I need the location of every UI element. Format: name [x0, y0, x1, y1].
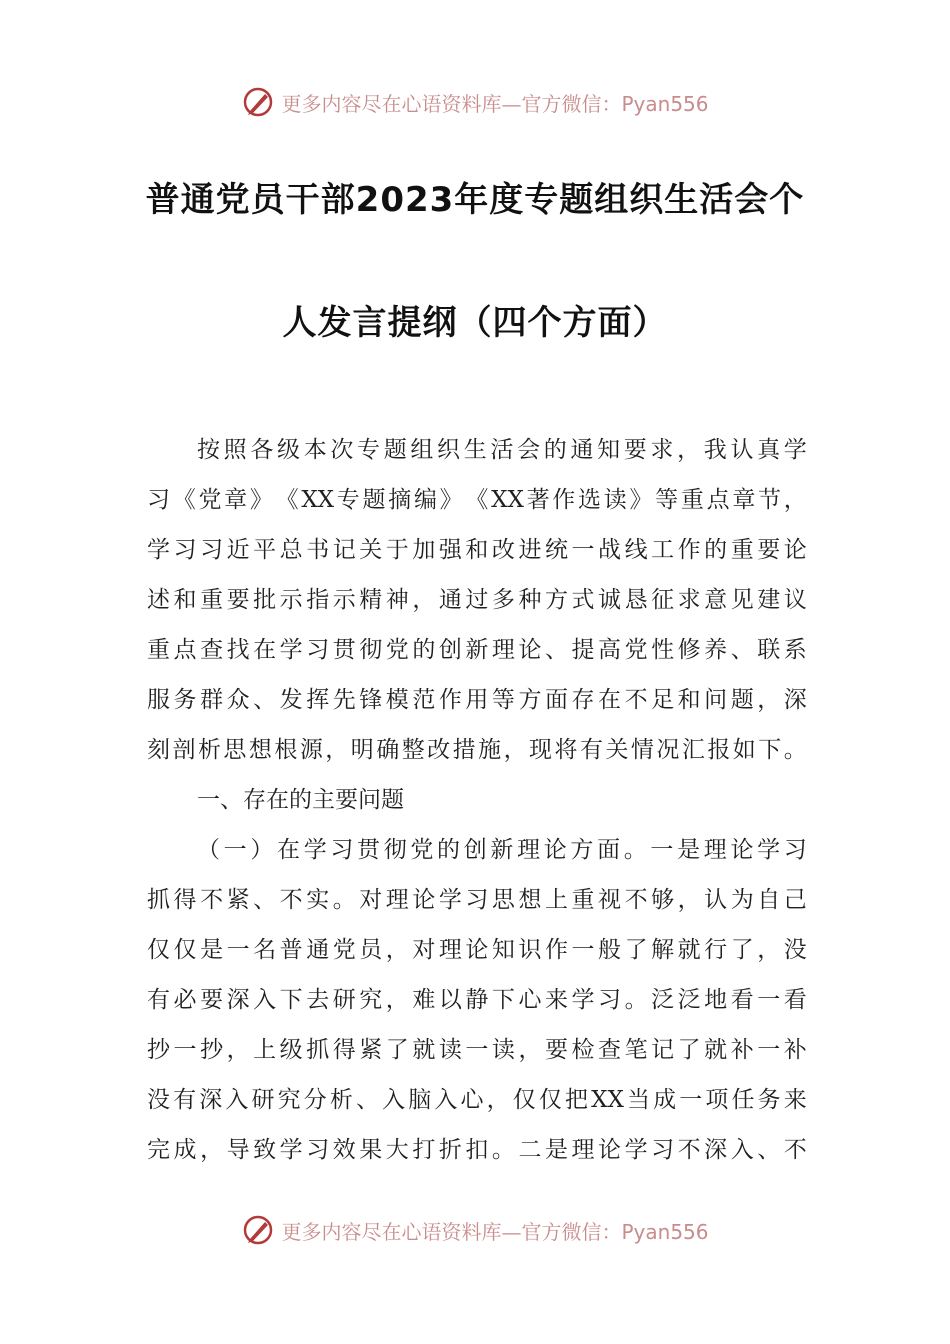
section-heading: 一、存在的主要问题 [197, 787, 404, 813]
header-watermark [0, 80, 950, 124]
wechat-id: Pyan556 [621, 91, 709, 116]
body-text-line: 按 照 各 级 本 次 专 题 组 织 生 活 会 的 通 知 要 求 ， 我 认 真 学 [197, 437, 807, 463]
body-text-line: 述 和 重 要 批 示 指 示 精 神 ， 通 过 多 种 方 式 诚 恳 征 求 意 见 建 议 [147, 587, 807, 613]
body-text-line: 抓 得 不 紧 、 不 实 。 对 理 论 学 习 思 想 上 重 视 不 够 ， 认 为 自 己 [147, 887, 807, 913]
body-text-line: 抄 一 抄 ， 上 级 抓 得 紧 了 就 读 一 读 ， 要 检 查 笔 记 了 就 补 一 补 [147, 1037, 807, 1063]
body-text-line: 学 习 习 近 平 总 书 记 关 于 加 强 和 改 进 统 一 战 线 工 作 的 重 要 论 [147, 537, 807, 563]
pen-logo-icon [241, 1213, 275, 1247]
watermark-text: 更多内容尽在心语资料库—官方微信：Pyan556 [281, 91, 709, 116]
document-title-line-1: 普通党员干部2023年度专题组织生活会个 [145, 180, 805, 220]
body-text-line: 没 有 深 入 研 究 分 析 、 入 脑 入 心 ， 仅 仅 把 XX 当 成 一 项 任 务 来 [147, 1087, 807, 1113]
body-text-line: 仅 仅 是 一 名 普 通 党 员 ， 对 理 论 知 识 作 一 般 了 解 就 行 了 ， 没 [147, 937, 807, 963]
body-text-line: （ 一 ） 在 学 习 贯 彻 党 的 创 新 理 论 方 面 。 一 是 理 论 学 习 [197, 837, 807, 863]
wechat-id: Pyan556 [621, 1219, 709, 1244]
pen-logo-icon [241, 85, 275, 119]
body-text-line: 刻 剖 析 思 想 根 源 ， 明 确 整 改 措 施 ， 现 将 有 关 情 况 汇 报 如 下 。 [147, 737, 807, 763]
watermark-text: 更多内容尽在心语资料库—官方微信：Pyan556 [281, 1219, 709, 1244]
document-title-line-2: 人发言提纲（四个方面） [282, 303, 668, 343]
body-text-line: 完 成 ， 导 致 学 习 效 果 大 打 折 扣 。 二 是 理 论 学 习 不 深 入 、 不 [147, 1137, 807, 1163]
body-text-line: 服 务 群 众 、 发 挥 先 锋 模 范 作 用 等 方 面 存 在 不 足 和 问 题 ， 深 [147, 687, 807, 713]
footer-watermark [0, 1208, 950, 1252]
body-text-line: 习 《 党 章 》 《 XX 专 题 摘 编 》 《 XX 著 作 选 读 》 等 重 点 章 节 ， [147, 487, 807, 513]
body-text-line: 有 必 要 深 入 下 去 研 究 ， 难 以 静 下 心 来 学 习 。 泛 泛 地 看 一 看 [147, 987, 807, 1013]
body-text-line: 重 点 查 找 在 学 习 贯 彻 党 的 创 新 理 论 、 提 高 党 性 修 养 、 联 系 [147, 637, 807, 663]
